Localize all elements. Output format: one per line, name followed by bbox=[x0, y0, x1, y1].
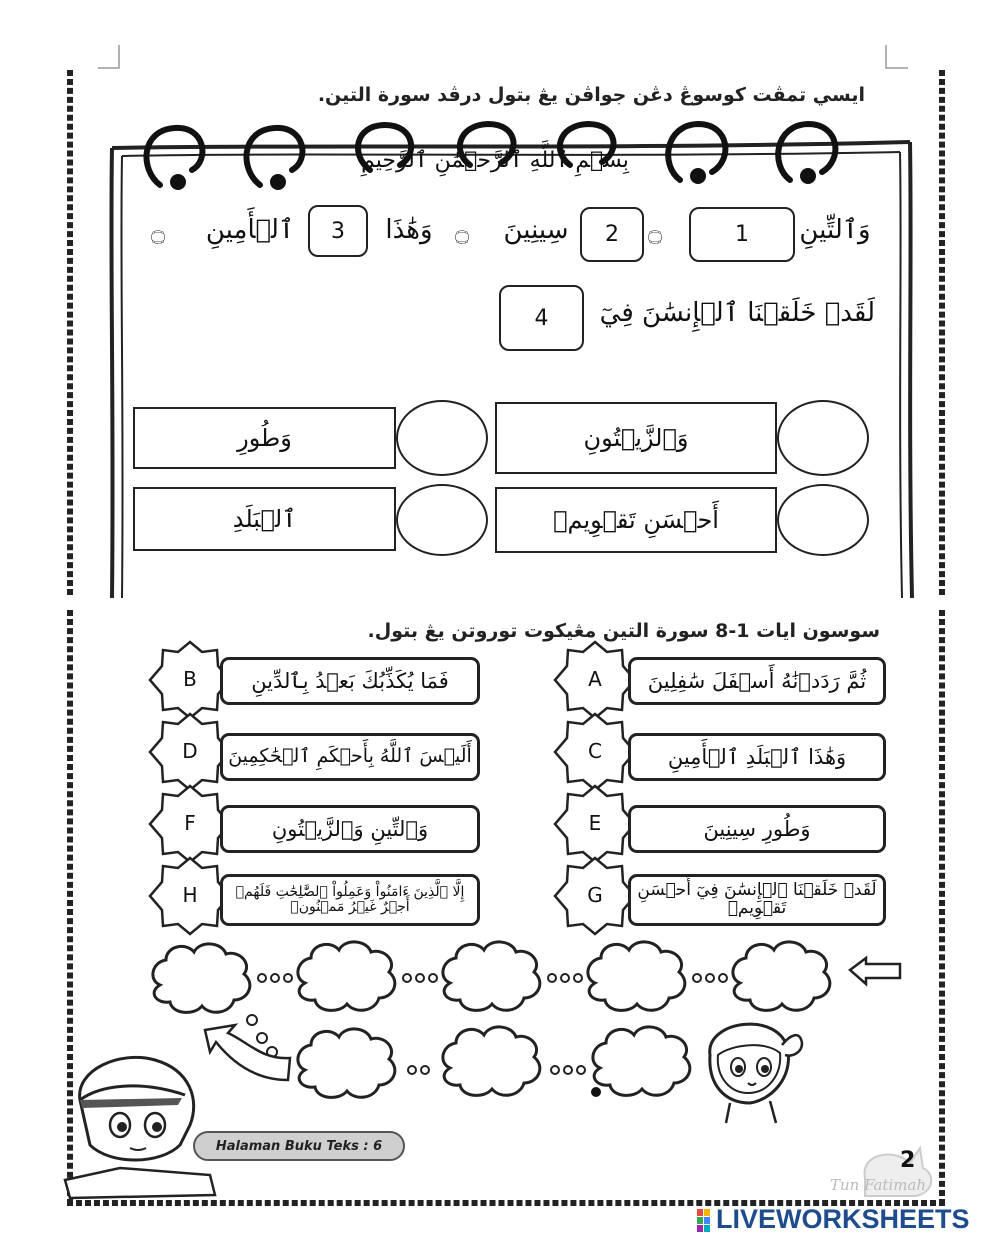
ayah4-text: لَقَدۡ خَلَقۡنَا ٱلۡإِنسَٰنَ فِيٓ bbox=[599, 298, 875, 328]
verse-card-d bbox=[220, 733, 480, 781]
verse-card-g bbox=[628, 874, 886, 926]
liveworksheets-brand[interactable]: LIVEWORKSHEETS bbox=[716, 1204, 970, 1234]
blank-2-number: 2 bbox=[605, 222, 619, 247]
option-ahsan-taqwim: أَحۡسَنِ تَقۡوِيمٖ bbox=[495, 487, 777, 553]
verse-label-c[interactable]: C bbox=[588, 739, 602, 763]
ayah1-text: وَٱلتِّينِ bbox=[799, 215, 871, 245]
page-border-right bbox=[939, 70, 945, 595]
verse-label-e[interactable]: E bbox=[588, 811, 602, 835]
verse-card-e bbox=[628, 805, 886, 853]
page-border-left bbox=[67, 70, 73, 595]
blank-4-number: 4 bbox=[534, 305, 549, 331]
verse-h-text: إِلَّا ٱلَّذِينَ ءَامَنُواْ وَعَمِلُواْ ٱلصَّٰلِحَٰتِ فَلَهُمۡ أَجۡرٌ غَيۡرُ مَمۡنُونٖ bbox=[235, 884, 465, 915]
option-balad-circle[interactable] bbox=[396, 484, 488, 556]
textbook-page-badge: Halaman Buku Teks : 6 bbox=[193, 1131, 405, 1161]
blank-1-number: 1 bbox=[735, 222, 749, 247]
verse-d-text: أَلَيۡسَ ٱللَّهُ بِأَحۡكَمِ ٱلۡحَٰكِمِينَ bbox=[228, 745, 472, 768]
ayah-marker-1: ۝ bbox=[648, 218, 663, 246]
page-number: 2 bbox=[900, 1148, 916, 1173]
verse-label-g[interactable]: G bbox=[587, 883, 603, 907]
girl-character-illustration bbox=[690, 1005, 810, 1125]
section1-instruction: ايسي تمڤت كوسوڠ دڠن جواڤن يڠ بتول درڤد سورة التين. bbox=[317, 84, 865, 106]
verse-card-h bbox=[220, 874, 480, 926]
option-zaitun-circle[interactable] bbox=[777, 400, 869, 476]
section2-instruction: سوسون ايات 1-8 سورة التين مڠيكوت توروتن يڠ بتول. bbox=[367, 620, 880, 642]
verse-b-text: فَمَا يُكَذِّبُكَ بَعۡدُ بِٱلدِّينِ bbox=[251, 668, 449, 693]
verse-f-text: وَٱلتِّينِ وَٱلزَّيۡتُونِ bbox=[271, 816, 429, 841]
blank-2[interactable] bbox=[580, 207, 644, 262]
ayah-marker-2: ۝ bbox=[455, 218, 470, 246]
option-ahsan-circle[interactable] bbox=[777, 484, 869, 556]
option-zaitun: وَٱلزَّيۡتُونِ bbox=[495, 402, 777, 474]
option-tur-circle[interactable] bbox=[396, 400, 488, 476]
blank-3-number: 3 bbox=[331, 218, 345, 244]
blank-1[interactable] bbox=[689, 207, 795, 262]
bismillah: بِسۡمِ ٱللَّهِ ٱلرَّحۡمَٰنِ ٱلرَّحِيمِ bbox=[361, 148, 629, 173]
option-balad: ٱلۡبَلَدِ bbox=[133, 487, 396, 551]
ayah2-text: سِينِينَ bbox=[503, 215, 569, 245]
verse-label-d[interactable]: D bbox=[182, 739, 198, 763]
watermark-logo bbox=[825, 1138, 945, 1198]
verse-label-f[interactable]: F bbox=[184, 811, 196, 835]
verse-label-b[interactable]: B bbox=[183, 667, 197, 691]
liveworksheets-logo-icon bbox=[697, 1209, 717, 1233]
verse-card-b bbox=[220, 657, 480, 705]
verse-label-h[interactable]: H bbox=[182, 883, 198, 907]
blank-4[interactable] bbox=[499, 285, 584, 351]
ayah3-end-text: ٱلۡأَمِينِ bbox=[205, 215, 295, 245]
boy-character-illustration bbox=[60, 1050, 230, 1200]
watermark-text: Tun Fatimah bbox=[830, 1176, 927, 1194]
blank-3[interactable] bbox=[308, 205, 368, 257]
option-tur: وَطُورِ bbox=[133, 407, 396, 469]
verse-c-text: وَهَٰذَا ٱلۡبَلَدِ ٱلۡأَمِينِ bbox=[667, 744, 847, 769]
verse-e-text: وَطُورِ سِينِينَ bbox=[703, 816, 811, 841]
ayah-marker-3: ۝ bbox=[151, 218, 166, 246]
verse-card-c bbox=[628, 733, 886, 781]
verse-g-text: لَقَدۡ خَلَقۡنَا ٱلۡإِنسَٰنَ فِيٓ أَحۡسَنِ تَقۡوِيمٖ bbox=[637, 880, 877, 918]
verse-label-a[interactable]: A bbox=[588, 667, 602, 691]
ayah3-text: وَهَٰذَا bbox=[385, 215, 433, 245]
verse-card-f bbox=[220, 805, 480, 853]
crop-marks bbox=[0, 0, 1000, 80]
verse-a-text: ثُمَّ رَدَدۡنَٰهُ أَسۡفَلَ سَٰفِلِينَ bbox=[647, 668, 867, 693]
verse-card-a bbox=[628, 657, 886, 705]
